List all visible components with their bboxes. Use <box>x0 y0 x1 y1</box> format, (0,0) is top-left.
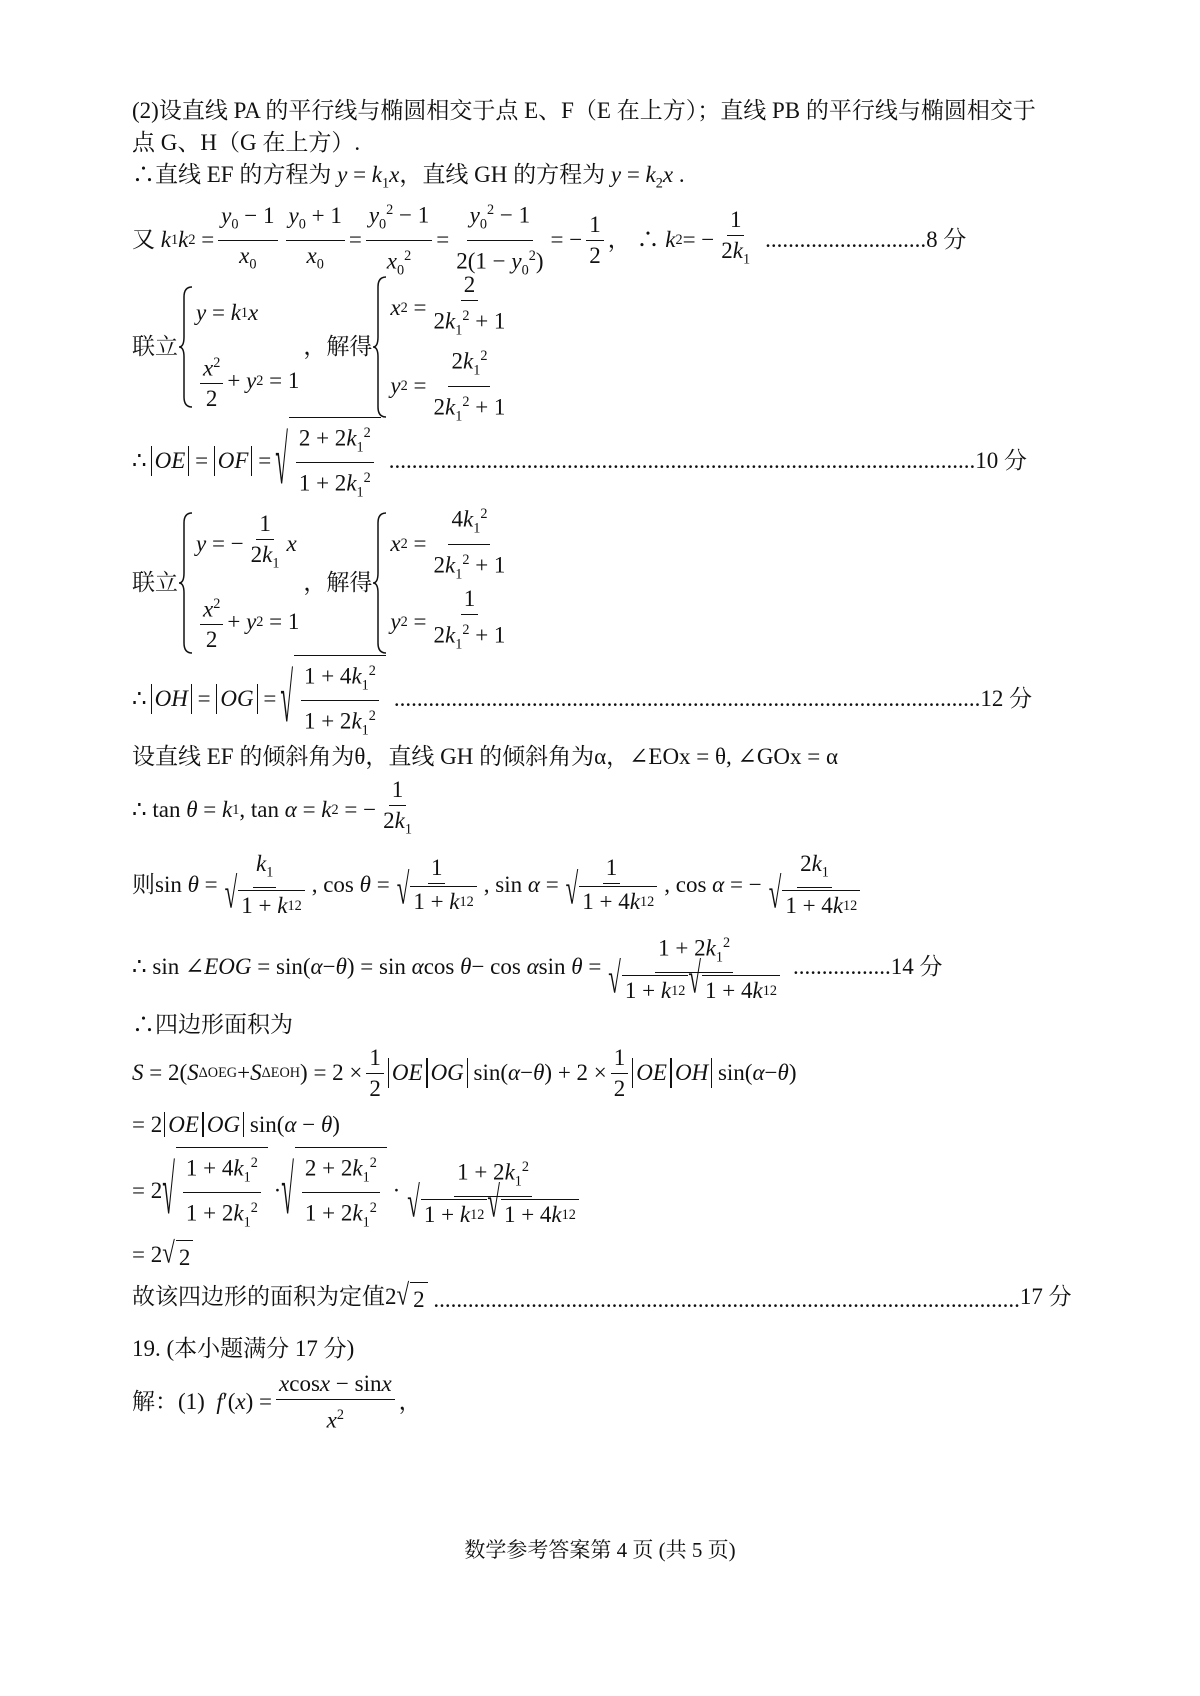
text-line-1: (2)设直线 PA 的平行线与椭圆相交于点 E、F（E 在上方）；直线 PB 的平行线与椭圆相交于 <box>132 98 1036 123</box>
question-19-heading: 19. (本小题满分 17 分) <box>132 1336 355 1361</box>
dot-leader: ...................................................................................................... <box>433 1287 1020 1313</box>
text-line-2: 点 G、H（G 在上方）. <box>132 130 361 155</box>
ze-label: 则 <box>132 872 155 897</box>
formula-area-3: = 2 √ $\frac{1 + 4k_1^2}{1 + 2k_1^2}$ · √ $\frac{2 + 2k_1^2}{1 + 2k_1^2}$ · $1 + 2k_1^2$ √ 1 + k 1 2 √ 1 + 4 k 1 2 <box>132 1148 586 1234</box>
formula-area-1: S = 2( S ΔOEG + S ΔEOH ) = 2 × $\frac{1}{2}$ OE OG sin( α − θ ) + 2 × $\frac{1}{2}$ OE OH sin( α − θ ) <box>132 1044 797 1101</box>
jie-label: 解：(1) <box>132 1389 205 1414</box>
lianli-label-2: 联立 <box>132 570 178 595</box>
formula-oh: ∴ OH = OG = √ $\frac{1 + 4k_1^2}{1 + 2k_1^2}$ ...................................................................................................... 12 分 <box>132 666 1032 732</box>
dot-leader: ...................................................................................................... <box>393 686 981 711</box>
score-10: 10 分 <box>975 448 1028 473</box>
system-2: 联立 y = − $\frac{1}{2k_1}$ x $\frac{x^2}{2}$ + y 2 = 1 ，解得 x 2 = $\frac{4k_1^2}{2k_1^2 + 1}$ y 2 = $\frac{1}{2k_1^2 + 1}$ <box>132 508 512 658</box>
left-brace-icon <box>372 511 388 655</box>
dot-leader: ............................ <box>765 227 927 252</box>
formula-derivative: 解：(1) f ′( x ) = $\frac{xcosx - \sin x}{x^2}$ ， <box>132 1370 422 1433</box>
formula-sincos: 则 sin θ = $k_1$ √ 1 + k 1 2 , cos θ = 1 √ 1 + k 1 2 , sin α = 1 √ 1 + 4 k 1 2 , cos α = − $2k_1$ √ 1 + 4 k 1 2 <box>132 850 867 920</box>
formula-oe: ∴ OE = OF = √ $\frac{2 + 2k_1^2}{1 + 2k_1^2}$ ...................................................................................................... 10 分 <box>132 428 1027 494</box>
text-quad-area: ∴四边形面积为 <box>132 1012 293 1037</box>
formula-area-2: = 2 OE OG sin(α − θ) <box>132 1112 340 1137</box>
dot-leader: ................. <box>792 954 891 979</box>
conclusion-line: 故该四边形的面积为定值2 √ 2 ......................................................................................................17 分 <box>132 1282 1072 1315</box>
dot-leader: ...................................................................................................... <box>388 448 976 473</box>
left-brace-icon <box>178 511 194 655</box>
lianli-label-1: 联立 <box>132 334 178 359</box>
system-1: 联立 y = k 1 x $\frac{x^2}{2}$ + y 2 = 1 ，解得 x 2 = $\frac{2}{2k_1^2 + 1}$ y 2 = $\frac{2k_1^2}{2k_1^2 + 1}$ <box>132 272 506 424</box>
text-angle-def: 设直线 EF 的倾斜角为θ，直线 GH 的倾斜角为α，∠EOx = θ, ∠GOx = α <box>132 744 839 769</box>
jiede-label-1: ，解得 <box>303 334 373 359</box>
formula-sin-eog: ∴ sin ∠ EOG = sin( α − θ ) = sin α cos θ − cos α sin θ = $1 + 2k_1^2$ √ 1 + k 1 2 √ 1 + 4 k 1 2 ................. 14 分 <box>132 930 942 1004</box>
jiede-label-2: ，解得 <box>303 570 373 595</box>
formula-area-4: = 2 √ 2 <box>132 1240 193 1273</box>
page-footer: 数学参考答案第 4 页 (共 5 页) <box>464 1538 736 1562</box>
eq-intro-text: ∴直线 EF 的方程为 <box>132 162 338 187</box>
score-17: 17 分 <box>1019 1284 1072 1309</box>
score-8: 8 分 <box>926 227 967 252</box>
formula-tan: ∴ tan θ = k 1 , tan α = k 2 = − $\frac{1}{2k_1}$ <box>132 777 412 838</box>
eq-intro-text-2: ，直线 GH 的方程为 <box>399 162 611 187</box>
left-brace-icon <box>372 275 388 419</box>
conclusion-text: 故该四边形的面积为定值 <box>132 1284 385 1309</box>
score-12: 12 分 <box>980 686 1033 711</box>
line-equations: ∴直线 EF 的方程为 $y = k_1x$，直线 GH 的方程为 $y = k_2x$ . <box>132 162 685 192</box>
score-14: 14 分 <box>890 954 943 979</box>
left-brace-icon <box>178 285 194 409</box>
formula-k1k2: 又 k 1 k 2 = $\frac{y_0 - 1}{x_0}$ $\frac{y_0 + 1}{x_0}$ = $\frac{y_0^2 - 1}{x_0^2}$ = $\frac{y_0^2 - 1}{2(1 - y_0^2)}$ = − $\frac{1}{2}$ ， ∴ k 2 = − $\frac{1}{2k_1}$ ............................ 8 分 <box>132 210 966 270</box>
prefix-text: 又 <box>132 227 155 252</box>
